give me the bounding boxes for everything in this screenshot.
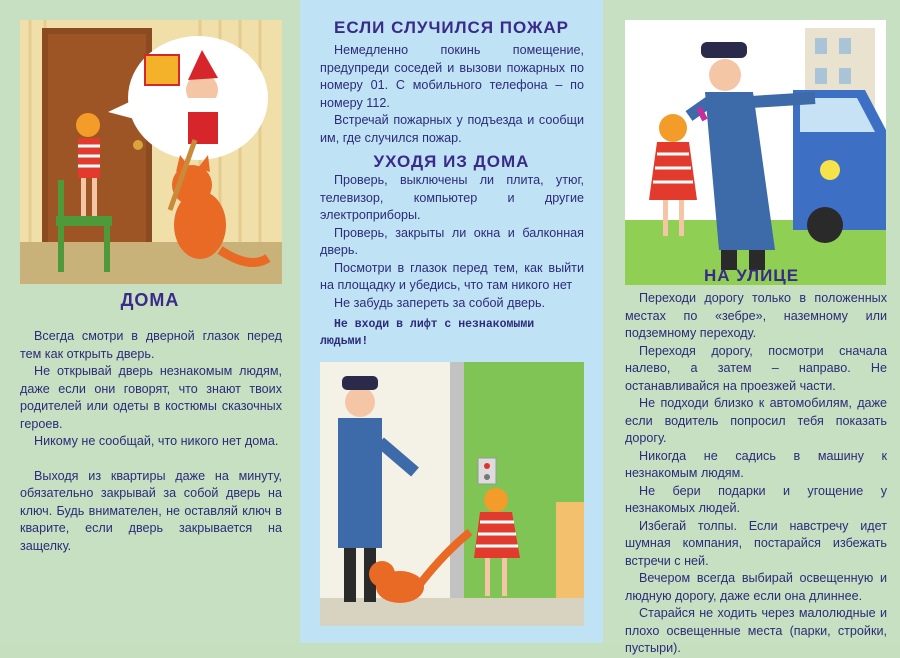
leaving-paragraph: Посмотри в глазок перед тем, как выйти на площадку и убедись, что там никого нет [320,260,584,292]
street-paragraph: Переходя дорогу, посмотри сначала налево, а затем – направо. Не останавливайся на проезжей части. [625,343,887,393]
street-paragraph: Не бери подарки и угощение у незнакомых людей. [625,483,887,515]
home-paragraph: Всегда смотри в дверной глазок перед тем как открыть дверь. [20,329,282,361]
illustration-girl-at-door [20,20,282,284]
illustration-stranger-with-car [625,20,886,285]
street-paragraph: Переходи дорогу только в положенных местах по «зебре», наземному или подземному переходу. [625,291,887,340]
street-paragraph: Никогда не садись в машину к незнакомым людям. [625,448,887,480]
fire-text [320,42,584,147]
section-title-leaving: УХОДЯ ИЗ ДОМА [373,152,530,171]
leaving-paragraph: Не забудь запереть за собой дверь. [334,295,546,310]
street-paragraph: Вечером всегда выбирай освещенную и людную дорогу, даже если она длиннее. [625,571,887,603]
fire-paragraph: Немедленно покинь помещение, предупреди соседей и вызови пожарных по номеру 01. С мобильного телефона – по номеру 112. [320,43,584,110]
leaving-text [320,172,584,312]
leaving-paragraph: Проверь, выключены ли плита, утюг, телевизор, компьютер и другие электроприборы. [320,173,584,222]
street-paragraph: Избегай толпы. Если навстречу идет шумная компания, постарайся избежать встречи с ней. [625,518,887,568]
section-title-street: НА УЛИЦЕ [703,266,800,285]
section-title-fire: ЕСЛИ СЛУЧИЛСЯ ПОЖАР [334,18,569,37]
leaving-paragraph: Проверь, закрыты ли окна и балконная дверь. [320,225,584,257]
column-fire-and-leaving [300,0,603,643]
elevator-warning: Не входи в лифт с незнакомыми людьми! [320,318,535,348]
column-street [603,0,900,655]
column-home [0,0,300,643]
home-paragraph: Никому не сообщай, что никого нет дома. [34,434,279,448]
street-text [625,290,887,658]
home-text [20,328,282,555]
illustration-stranger-in-hallway [320,362,584,626]
fire-paragraph: Встречай пожарных у подъезда и сообщи им, где случился пожар. [320,113,584,145]
home-paragraph: Не открывай дверь незнакомым людям, даже если они говорят, что знают твоих родителей или одеты в костюмы сказочных героев. [20,364,282,431]
street-paragraph: Не подходи близко к автомобилям, даже если водитель попросил тебя показать дорогу. [625,396,887,445]
section-title-home: ДОМА [120,290,180,310]
home-paragraph: Выходя из квартиры даже на минуту, обязательно закрывай за собой дверь на ключ. Будь внимателен, не оставляй ключ в кварите, если дверь закрывается на защелку. [20,468,282,553]
street-paragraph: Старайся не ходить через малолюдные и плохо освещенные места (парки, стройки, пустыри). [625,606,887,655]
